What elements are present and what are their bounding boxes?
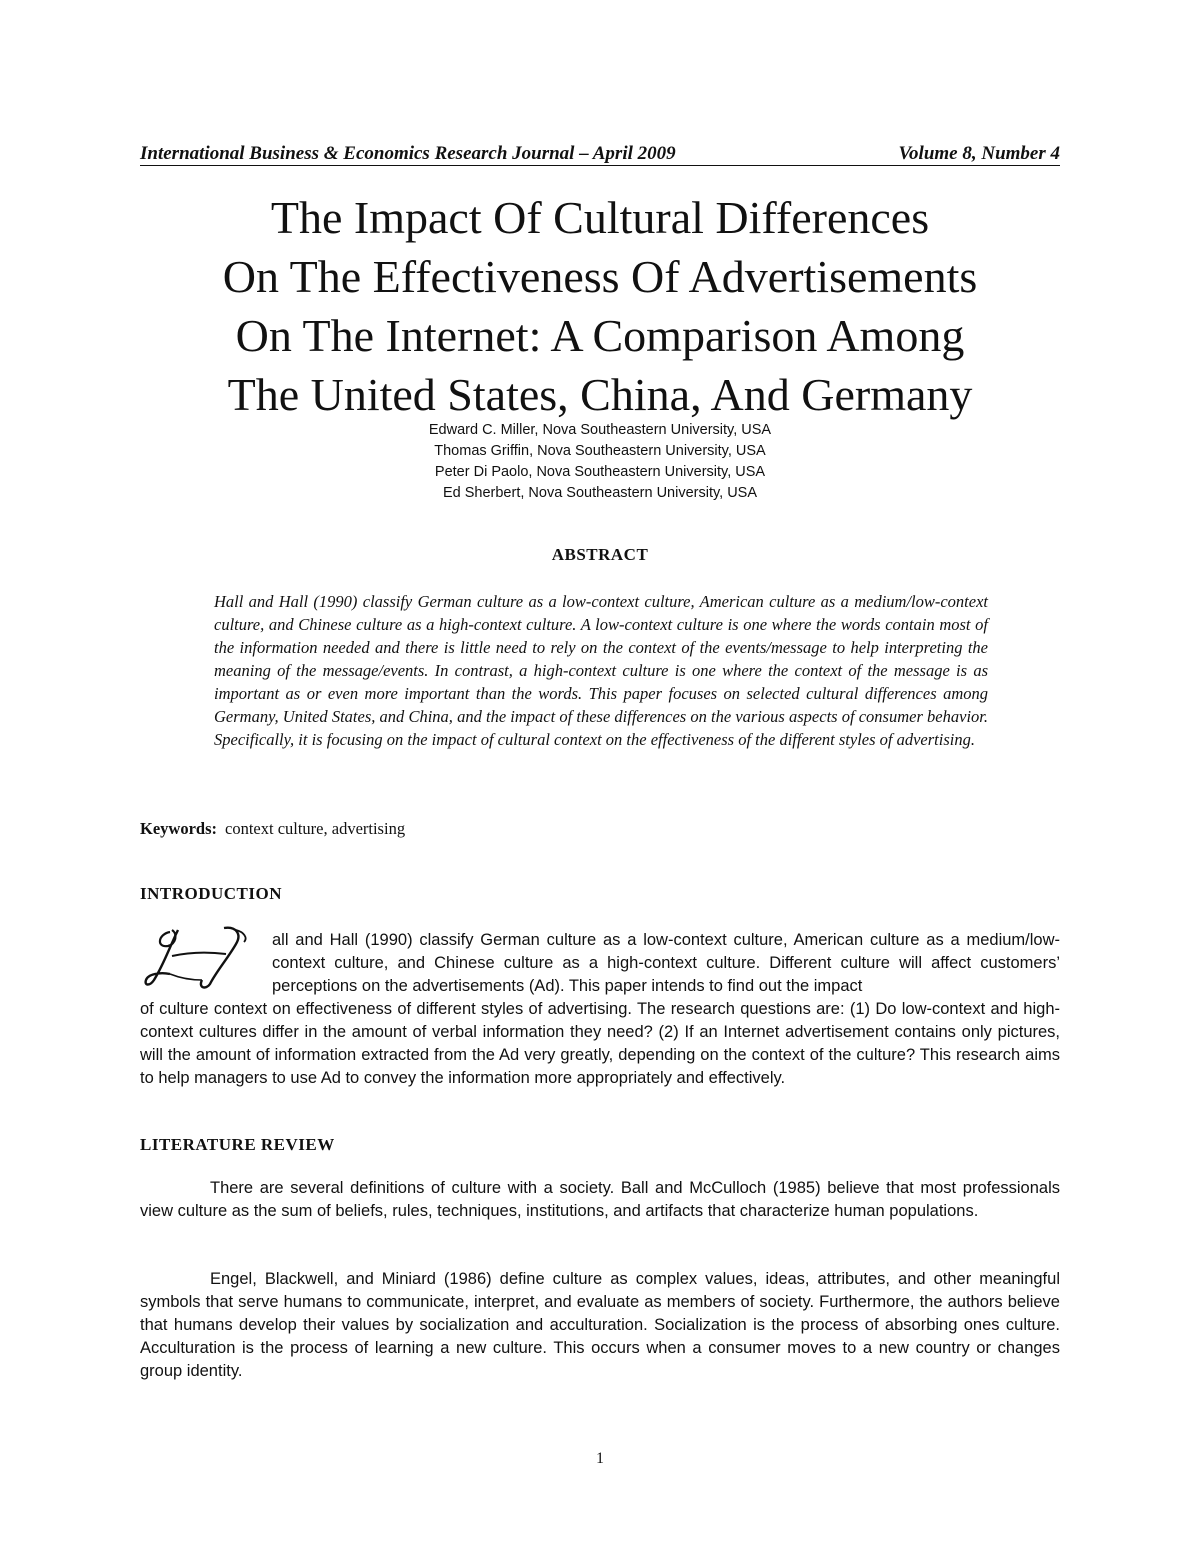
abstract-text: Hall and Hall (1990) classify German culture as a low-context culture, American culture as a medium/low-context culture, and Chinese culture as a high-context culture. A low-context culture is one where the words contain most of the information needed and there is little need to rely on the context of the events/message to help interpreting the meaning of the message/events. In contrast, a high-context culture is one where the context of the message is as important as or even more important than the words. This paper focuses on selected cultural differences among Germany, United States, and China, and the impact of these differences on the various aspects of consumer behavior. Specifically, it is focusing on the impact of cultural context on the effectiveness of the different styles of advertising. (214, 592, 988, 749)
running-header (140, 143, 1060, 166)
title-line: The United States, China, And Germany (227, 369, 973, 420)
literature-review-heading: LITERATURE REVIEW (140, 1135, 335, 1154)
literature-paragraph: There are several definitions of culture with a society. Ball and McCulloch (1985) believe that most professionals view culture as the sum of beliefs, rules, techniques, institutions, and artifacts that characterize human populations. (140, 1179, 1060, 1220)
title-line: The Impact Of Cultural Differences (270, 192, 930, 243)
author-list (300, 420, 900, 504)
author-line: Edward C. Miller, Nova Southeastern University, USA (428, 422, 772, 438)
page-number: 1 (596, 1450, 604, 1467)
author-line: Peter Di Paolo, Nova Southeastern University, USA (434, 464, 766, 480)
literature-paragraph: Engel, Blackwell, and Miniard (1986) define culture as complex values, ideas, attributes, and other meaningful symbols that serve humans to communicate, interpret, and evaluate as members of society. Furthermore, the authors believe that humans develop their values by socialization and acculturation. Socialization is the process of absorbing ones culture. Acculturation is the process of learning a new culture. This occurs when a consumer moves to a new country or changes group identity. (140, 1270, 1060, 1380)
dropcap-h-icon (140, 922, 262, 992)
introduction-text-first: all and Hall (1990) classify German culture as a low-context culture, American culture as a medium/low-context culture, and Chinese culture as a high-context culture. Different culture will affect customers’ perceptions on the advertisements (Ad). This paper intends to find out the impact (272, 931, 1060, 995)
title-line: On The Effectiveness Of Advertisements (222, 251, 978, 302)
keywords (140, 817, 1060, 840)
paper-title (100, 188, 1100, 424)
author-line: Thomas Griffin, Nova Southeastern University, USA (434, 443, 766, 459)
volume-number: Volume 8, Number 4 (898, 143, 1060, 164)
keywords-value: context culture, advertising (225, 819, 406, 838)
introduction-heading: INTRODUCTION (140, 884, 283, 903)
keywords-label: Keywords: (140, 819, 217, 838)
author-line: Ed Sherbert, Nova Southeastern University, USA (442, 485, 758, 501)
dropcap (140, 922, 262, 992)
introduction-text-rest: of culture context on effectiveness of different styles of advertising. The research questions are: (1) Do low-context and high-context cultures differ in the amount of verbal information they need? (2) If an Internet advertisement contains only pictures, will the amount of information extracted from the Ad very greatly, depending on the context of the culture? This research aims to help managers to use Ad to convey the information more appropriately and effectively. (140, 1000, 1060, 1087)
abstract-heading: ABSTRACT (551, 545, 649, 564)
title-line: On The Internet: A Comparison Among (235, 310, 965, 361)
journal-name: International Business & Economics Research Journal – April 2009 (140, 143, 676, 164)
